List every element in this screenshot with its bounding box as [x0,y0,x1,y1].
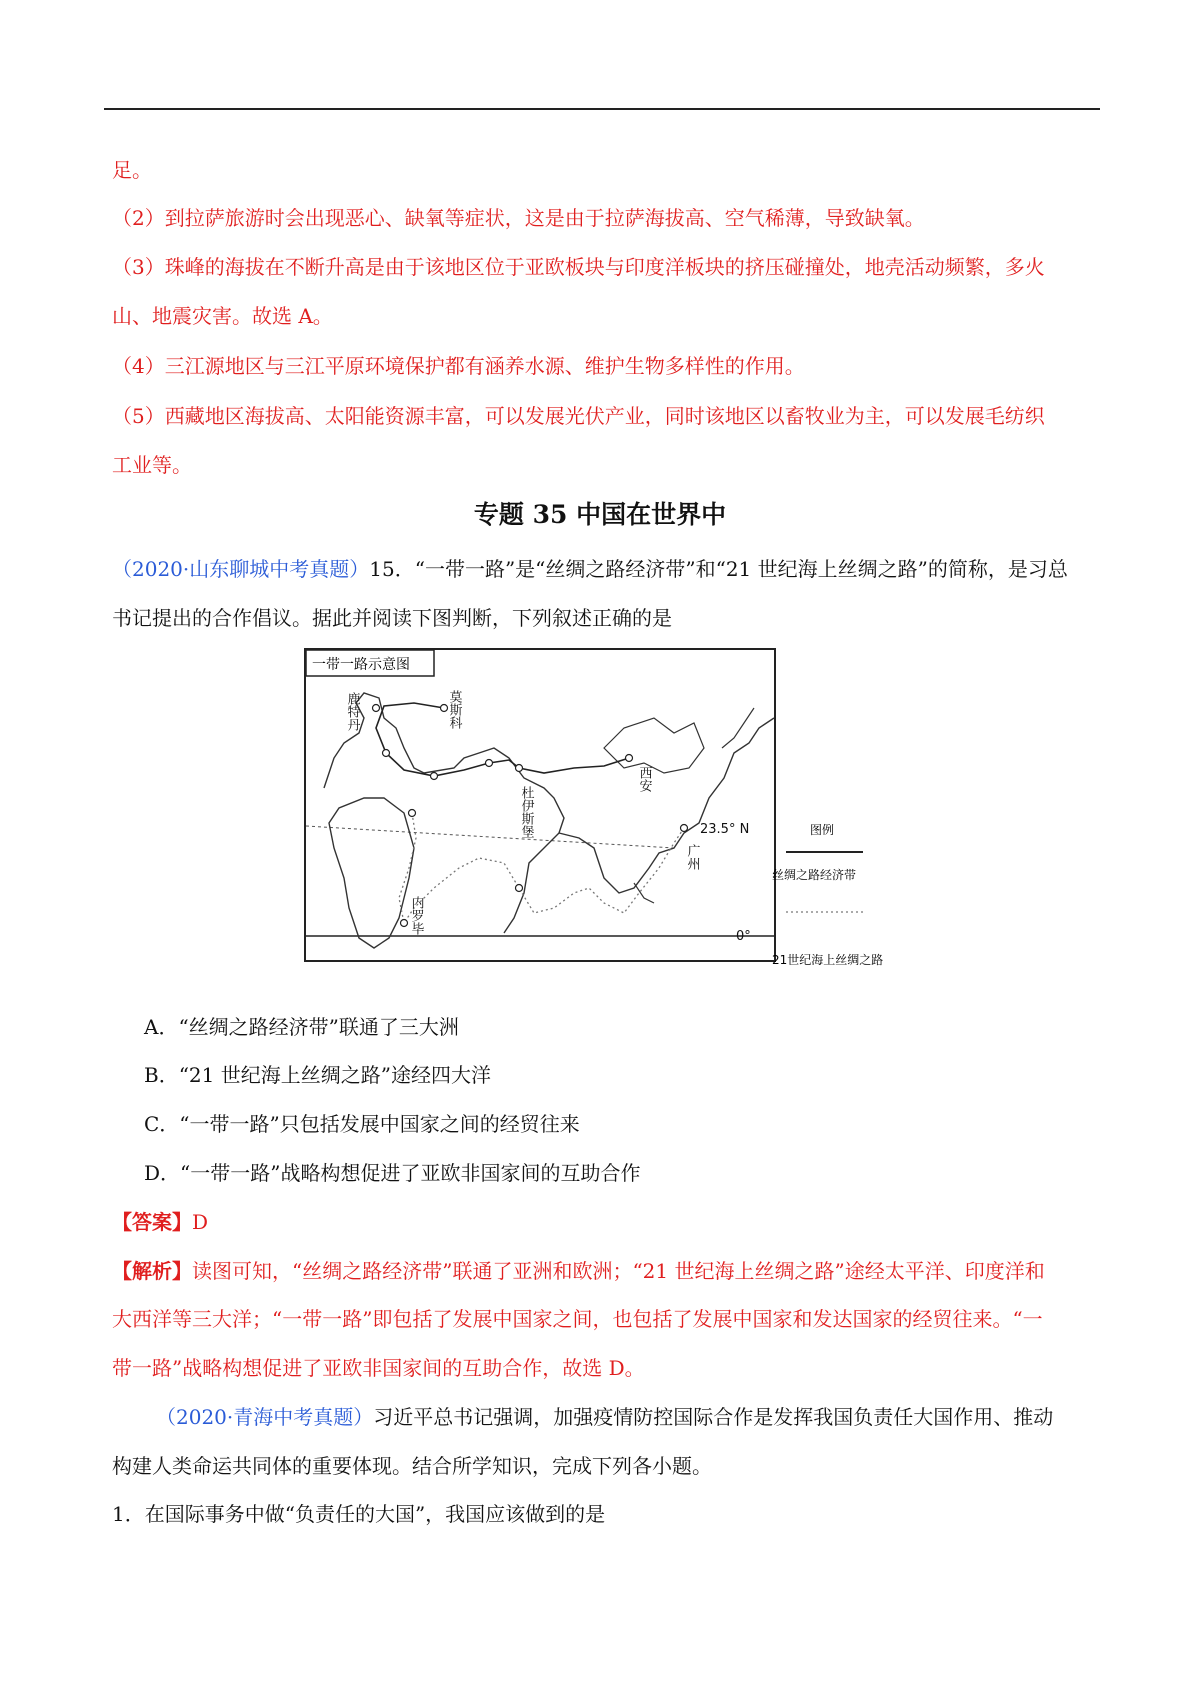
question-15-stem [112,555,1100,583]
city-dot [431,773,438,780]
map-legend [768,812,918,972]
belt-road-map [304,648,776,962]
qinghai-intro [156,1403,1100,1431]
city-dot [409,810,416,817]
section-title: 专题 35 中国在世界中 [473,500,727,529]
label-tropic: 23.5° N [700,822,750,837]
question-stem-text: 15．“一带一路”是“丝绸之路经济带”和“21 世纪海上丝绸之路”的简称，是习总 [369,557,1068,581]
question-source: （2020·山东聊城中考真题） [112,557,370,581]
city-dot-xian [626,755,633,762]
question-source: （2020·青海中考真题） [156,1405,374,1429]
map-frame [305,649,775,961]
label-equator: 0° [736,929,751,944]
legend-belt-label: 丝绸之路经济带 [772,868,857,882]
analysis-label: 【解析】 [112,1259,192,1283]
option-c: C．“一带一路”只包括发展中国家之间的经贸往来 [144,1112,580,1136]
analysis-line: （5）西藏地区海拔高、太阳能资源丰富，可以发展光伏产业，同时该地区以畜牧业为主，可以发展毛纺织 [112,404,1045,428]
qinghai-intro-cont: 构建人类命运共同体的重要体现。结合所学知识，完成下列各小题。 [112,1454,712,1478]
label-duisburg: 杜伊斯堡 [518,786,534,838]
analysis-line: 足。 [112,158,152,182]
header-rule [104,108,1100,110]
label-guangzhou: 广州 [684,844,700,870]
label-xian: 西安 [636,766,652,792]
analysis-line: （3）珠峰的海拔在不断升高是由于该地区位于亚欧板块与印度洋板块的挤压碰撞处，地壳活动频繁，多火 [112,255,1045,279]
analysis-line [112,1257,1100,1285]
label-nairobi: 内罗毕 [408,896,424,935]
city-dot-guangzhou [681,825,688,832]
city-dot [516,885,523,892]
qinghai-question-1: 1．在国际事务中做“负责任的大国”，我国应该做到的是 [112,1502,606,1526]
city-dot-nairobi [401,920,408,927]
legend-road-label: 21世纪海上丝绸之路 [772,953,884,967]
analysis-line: 大西洋等三大洋；“一带一路”即包括了发展中国家之间，也包括了发展中国家和发达国家的经贸往来。“一 [112,1307,1043,1331]
city-dot [486,760,493,767]
analysis-line: 山、地震灾害。故选 A。 [112,304,333,328]
analysis-line: 工业等。 [112,453,192,477]
city-dot [516,765,523,772]
option-b: B．“21 世纪海上丝绸之路”途经四大洋 [144,1063,491,1087]
label-moscow: 莫斯科 [446,690,462,729]
analysis-text: 读图可知，“丝绸之路经济带”联通了亚洲和欧洲；“21 世纪海上丝绸之路”途经太平洋、印度洋和 [192,1259,1045,1283]
qinghai-intro-text: 习近平总书记强调，加强疫情防控国际合作是发挥我国负责任大国作用、推动 [373,1405,1054,1429]
option-a: A．“丝绸之路经济带”联通了三大洲 [144,1015,459,1039]
city-dot-duisburg [383,750,390,757]
answer-line [112,1208,1100,1236]
analysis-line: 带一路”战略构想促进了亚欧非国家间的互助合作，故选 D。 [112,1356,645,1380]
analysis-line: （2）到拉萨旅游时会出现恶心、缺氧等症状，这是由于拉萨海拔高、空气稀薄，导致缺氧。 [112,206,925,230]
city-dot-rotterdam [373,705,380,712]
analysis-line: （4）三江源地区与三江平原环境保护都有涵养水源、维护生物多样性的作用。 [112,354,805,378]
legend-title: 图例 [810,823,835,837]
option-d: D．“一带一路”战略构想促进了亚欧非国家间的互助合作 [144,1161,641,1185]
map-title: 一带一路示意图 [312,657,410,673]
label-rotterdam: 鹿特丹 [344,692,360,731]
answer-label: 【答案】 [112,1210,192,1234]
answer-value: D [192,1210,209,1234]
question-15-stem-cont: 书记提出的合作倡议。据此并阅读下图判断，下列叙述正确的是 [112,606,672,630]
